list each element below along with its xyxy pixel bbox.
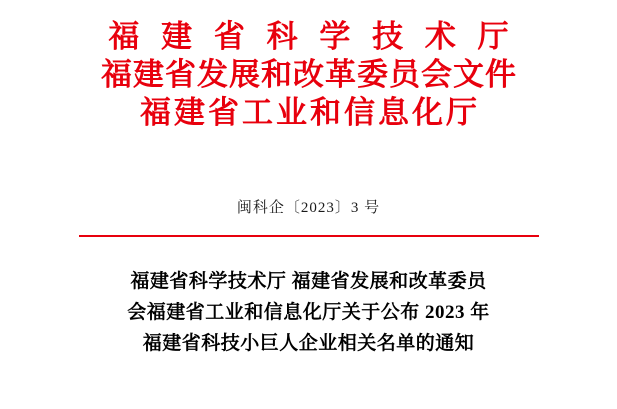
masthead-line-2: 福建省发展和改革委员会文件 <box>101 56 517 92</box>
red-divider-rule <box>79 235 539 237</box>
masthead <box>0 0 617 131</box>
document-title-line-1: 福建省科学技术厅 福建省发展和改革委员 <box>130 271 487 293</box>
document-number: 闽科企〔2023〕3 号 <box>236 200 381 217</box>
masthead-line-1: 福 建 省 科 学 技 术 厅 <box>108 19 516 54</box>
document-title <box>89 267 529 359</box>
document-title-line-3: 福建省科技小巨人企业相关名单的通知 <box>142 332 475 354</box>
document-title-line-2: 会福建省工业和信息化厅关于公布 2023 年 <box>127 302 490 324</box>
masthead-line-3: 福建省工业和信息化厅 <box>140 94 480 130</box>
